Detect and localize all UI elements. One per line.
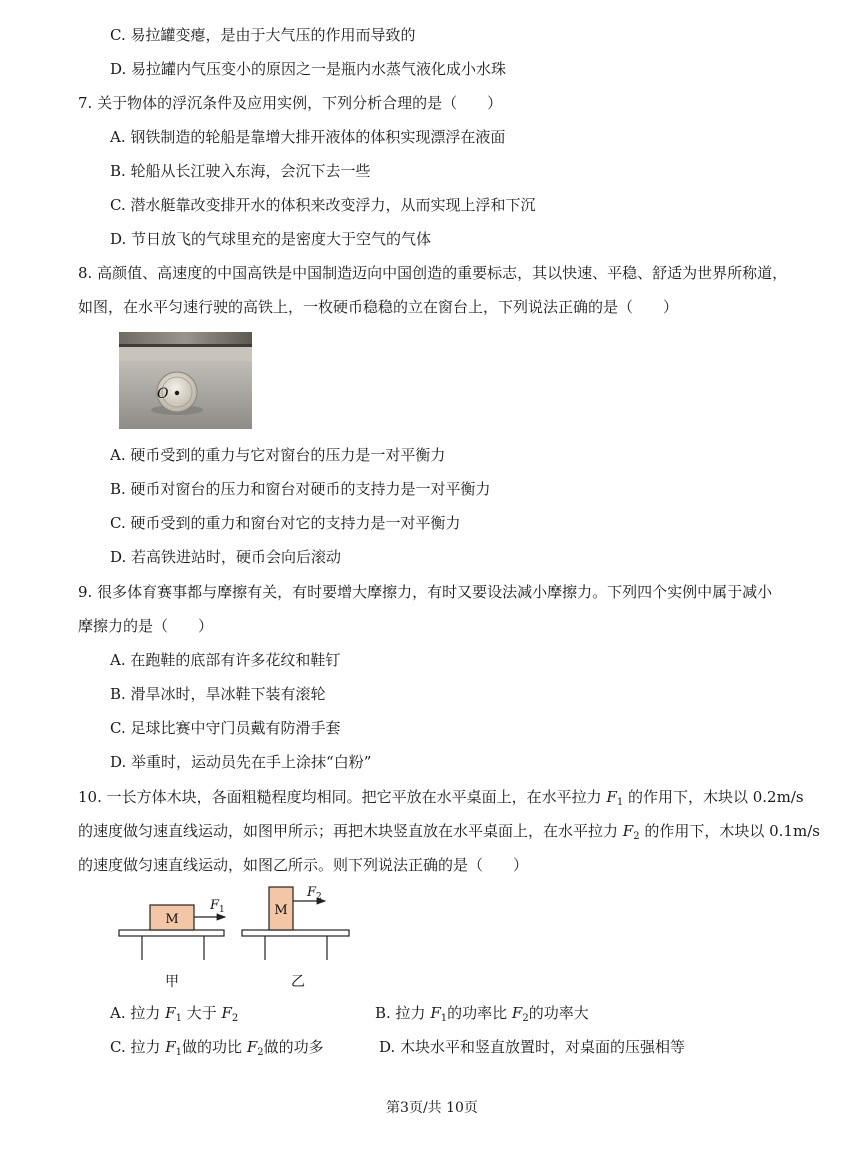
block-upright-label: M: [274, 903, 288, 918]
q9-stem-line2: 摩擦力的是（ ）: [78, 617, 214, 635]
q6-option-c: C. 易拉罐变瘪，是由于大气压的作用而导致的: [110, 26, 416, 44]
q10-stem-line1: 10. 一长方体木块，各面粗糙程度均相同。把它平放在水平桌面上，在水平拉力 $F_1$ 的作用下，木块以 0.2m/s: [78, 788, 804, 808]
q7-stem: 7. 关于物体的浮沉条件及应用实例，下列分析合理的是（ ）: [78, 94, 503, 112]
q8-stem-line1: 8. 高颜值、高速度的中国高铁是中国制造迈向中国创造的重要标志，其以快速、平稳、舒适为世界所称道，: [78, 264, 788, 282]
q10-stem-line3: 的速度做匀速直线运动，如图乙所示。则下列说法正确的是（ ）: [78, 856, 529, 874]
q8-stem-line2: 如图，在水平匀速行驶的高铁上，一枚硬币稳稳的立在窗台上，下列说法正确的是（ ）: [78, 298, 679, 316]
q9-stem-line1: 9. 很多体育赛事都与摩擦有关，有时要增大摩擦力，有时又要设法减小摩擦力。下列四个实例中属于减小: [78, 583, 773, 601]
q10-stem-line2: 的速度做匀速直线运动，如图甲所示；再把木块竖直放在水平桌面上，在水平拉力 $F_2$ 的作用下，木块以 0.1m/s: [78, 822, 820, 842]
q10-option-c: C. 拉力 $F_1$做的功比 $F_2$做的功多: [110, 1038, 324, 1058]
figure-a-caption: 甲: [165, 974, 179, 990]
q7-option-a: A. 钢铁制造的轮船是靠增大排开液体的体积实现漂浮在液面: [110, 128, 506, 146]
q7-option-b: B. 轮船从长江驶入东海，会沉下去一些: [110, 162, 371, 180]
figure-b: [242, 885, 349, 990]
force-label-f1: $F_1$: [210, 898, 225, 915]
q8-option-d: D. 若高铁进站时，硬币会向后滚动: [110, 548, 342, 566]
page-number: 第3页/共 10页: [386, 1100, 478, 1116]
q8-option-b: B. 硬币对窗台的压力和窗台对硬币的支持力是一对平衡力: [110, 480, 491, 498]
q9-option-c: C. 足球比赛中守门员戴有防滑手套: [110, 719, 341, 737]
coin-on-windowsill-photo: [119, 332, 252, 429]
figure-b-caption: 乙: [291, 974, 305, 990]
coin-center-label: O: [157, 386, 169, 402]
q9-option-b: B. 滑旱冰时，旱冰鞋下装有滚轮: [110, 685, 326, 703]
q10-option-a: A. 拉力 $F_1$ 大于 $F_2$: [110, 1004, 239, 1024]
q10-option-b: B. 拉力 $F_1$的功率比 $F_2$的功率大: [375, 1004, 589, 1024]
q7-option-d: D. 节日放飞的气球里充的是密度大于空气的气体: [110, 230, 432, 248]
q8-option-a: A. 硬币受到的重力与它对窗台的压力是一对平衡力: [110, 446, 446, 464]
block-flat-label: M: [165, 912, 179, 927]
q6-option-d: D. 易拉罐内气压变小的原因之一是瓶内水蒸气液化成小水珠: [110, 60, 507, 78]
block-on-table-diagram: [112, 882, 362, 992]
q8-option-c: C. 硬币受到的重力和窗台对它的支持力是一对平衡力: [110, 514, 461, 532]
force-label-f2: $F_2$: [307, 885, 322, 902]
q9-option-a: A. 在跑鞋的底部有许多花纹和鞋钉: [110, 651, 341, 669]
q9-option-d: D. 举重时，运动员先在手上涂抹“白粉”: [110, 753, 372, 771]
q10-option-d: D. 木块水平和竖直放置时，对桌面的压强相等: [379, 1038, 686, 1056]
figure-a: [119, 898, 225, 990]
q7-option-c: C. 潜水艇靠改变排开水的体积来改变浮力，从而实现上浮和下沉: [110, 196, 536, 214]
